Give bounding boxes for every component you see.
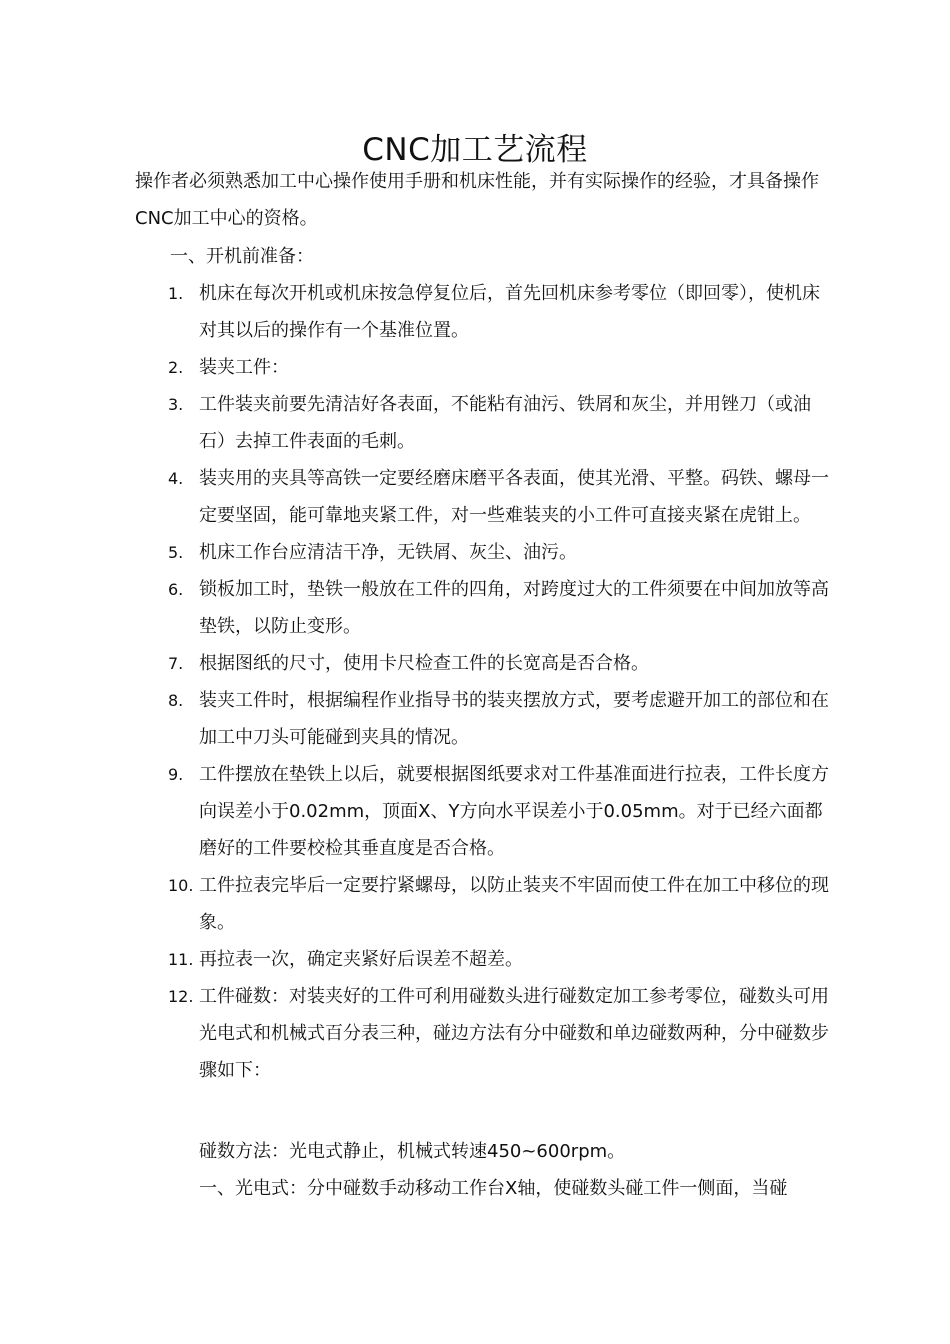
step-text: 再拉表一次，确定夹紧好后误差不超差。 xyxy=(199,949,523,970)
step-number: 4. xyxy=(168,469,184,488)
step-text: 装夹用的夹具等高铁一定要经磨床磨平各表面，使其光滑、平整。码铁、螺母一定要坚固，能可靠地夹紧工件，对一些难装夹的小工件可直接夹紧在虎钳上。 xyxy=(199,468,829,526)
list-item xyxy=(0,645,831,682)
list-item xyxy=(0,867,831,941)
list-item xyxy=(0,534,831,571)
list-item xyxy=(0,349,831,386)
step-number: 8. xyxy=(168,691,184,710)
step-text: 装夹工件： xyxy=(199,357,289,378)
step-text: 根据图纸的尺寸，使用卡尺检查工件的长宽高是否合格。 xyxy=(199,653,649,674)
list-item xyxy=(0,756,831,867)
list-item xyxy=(0,460,831,534)
list-item xyxy=(0,682,831,756)
step-number: 7. xyxy=(168,654,184,673)
photoelectric-method-line: 一、光电式：分中碰数手动移动工作台X轴，使碰数头碰工件一侧面，当碰 xyxy=(199,1178,788,1199)
step-number: 11. xyxy=(168,950,194,969)
step-number: 6. xyxy=(168,580,184,599)
document-title: CNC加工艺流程 xyxy=(362,131,588,168)
step-text: 机床在每次开机或机床按急停复位后，首先回机床参考零位（即回零），使机床对其以后的操作有一个基准位置。 xyxy=(199,283,820,341)
step-text: 机床工作台应清洁干净，无铁屑、灰尘、油污。 xyxy=(199,542,577,563)
step-number: 10. xyxy=(168,876,194,895)
step-text: 工件碰数：对装夹好的工件可利用碰数头进行碰数定加工参考零位，碰数头可用光电式和机械式百分表三种，碰边方法有分中碰数和单边碰数两种，分中碰数步骤如下： xyxy=(199,986,829,1081)
intro-paragraph: 操作者必须熟悉加工中心操作使用手册和机床性能，并有实际操作的经验，才具备操作CNC加工中心的资格。 xyxy=(135,171,819,229)
step-number: 9. xyxy=(168,765,184,784)
list-item xyxy=(0,571,831,645)
section-heading-startup-prep: 一、开机前准备： xyxy=(170,246,314,267)
step-number: 1. xyxy=(168,284,184,303)
list-item xyxy=(0,978,831,1089)
step-number: 3. xyxy=(168,395,184,414)
list-item xyxy=(0,941,831,978)
step-list xyxy=(0,275,950,1089)
list-item xyxy=(0,386,831,460)
step-text: 锁板加工时，垫铁一般放在工件的四角，对跨度过大的工件须要在中间加放等高垫铁，以防止变形。 xyxy=(199,579,829,637)
step-text: 装夹工件时，根据编程作业指导书的装夹摆放方式，要考虑避开加工的部位和在加工中刀头可能碰到夹具的情况。 xyxy=(199,690,829,748)
step-text: 工件摆放在垫铁上以后，就要根据图纸要求对工件基准面进行拉表，工件长度方向误差小于0.02mm，顶面X、Y方向水平误差小于0.05mm。对于已经六面都磨好的工件要校检其垂直度是否合格。 xyxy=(199,764,829,859)
step-number: 5. xyxy=(168,543,184,562)
touch-method-line: 碰数方法：光电式静止，机械式转速450~600rpm。 xyxy=(199,1141,626,1162)
step-number: 2. xyxy=(168,358,184,377)
step-number: 12. xyxy=(168,987,194,1006)
step-text: 工件拉表完毕后一定要拧紧螺母，以防止装夹不牢固而使工件在加工中移位的现象。 xyxy=(199,875,829,933)
step-text: 工件装夹前要先清洁好各表面，不能粘有油污、铁屑和灰尘，并用锉刀（或油石）去掉工件表面的毛刺。 xyxy=(199,394,811,452)
list-item xyxy=(0,275,831,349)
